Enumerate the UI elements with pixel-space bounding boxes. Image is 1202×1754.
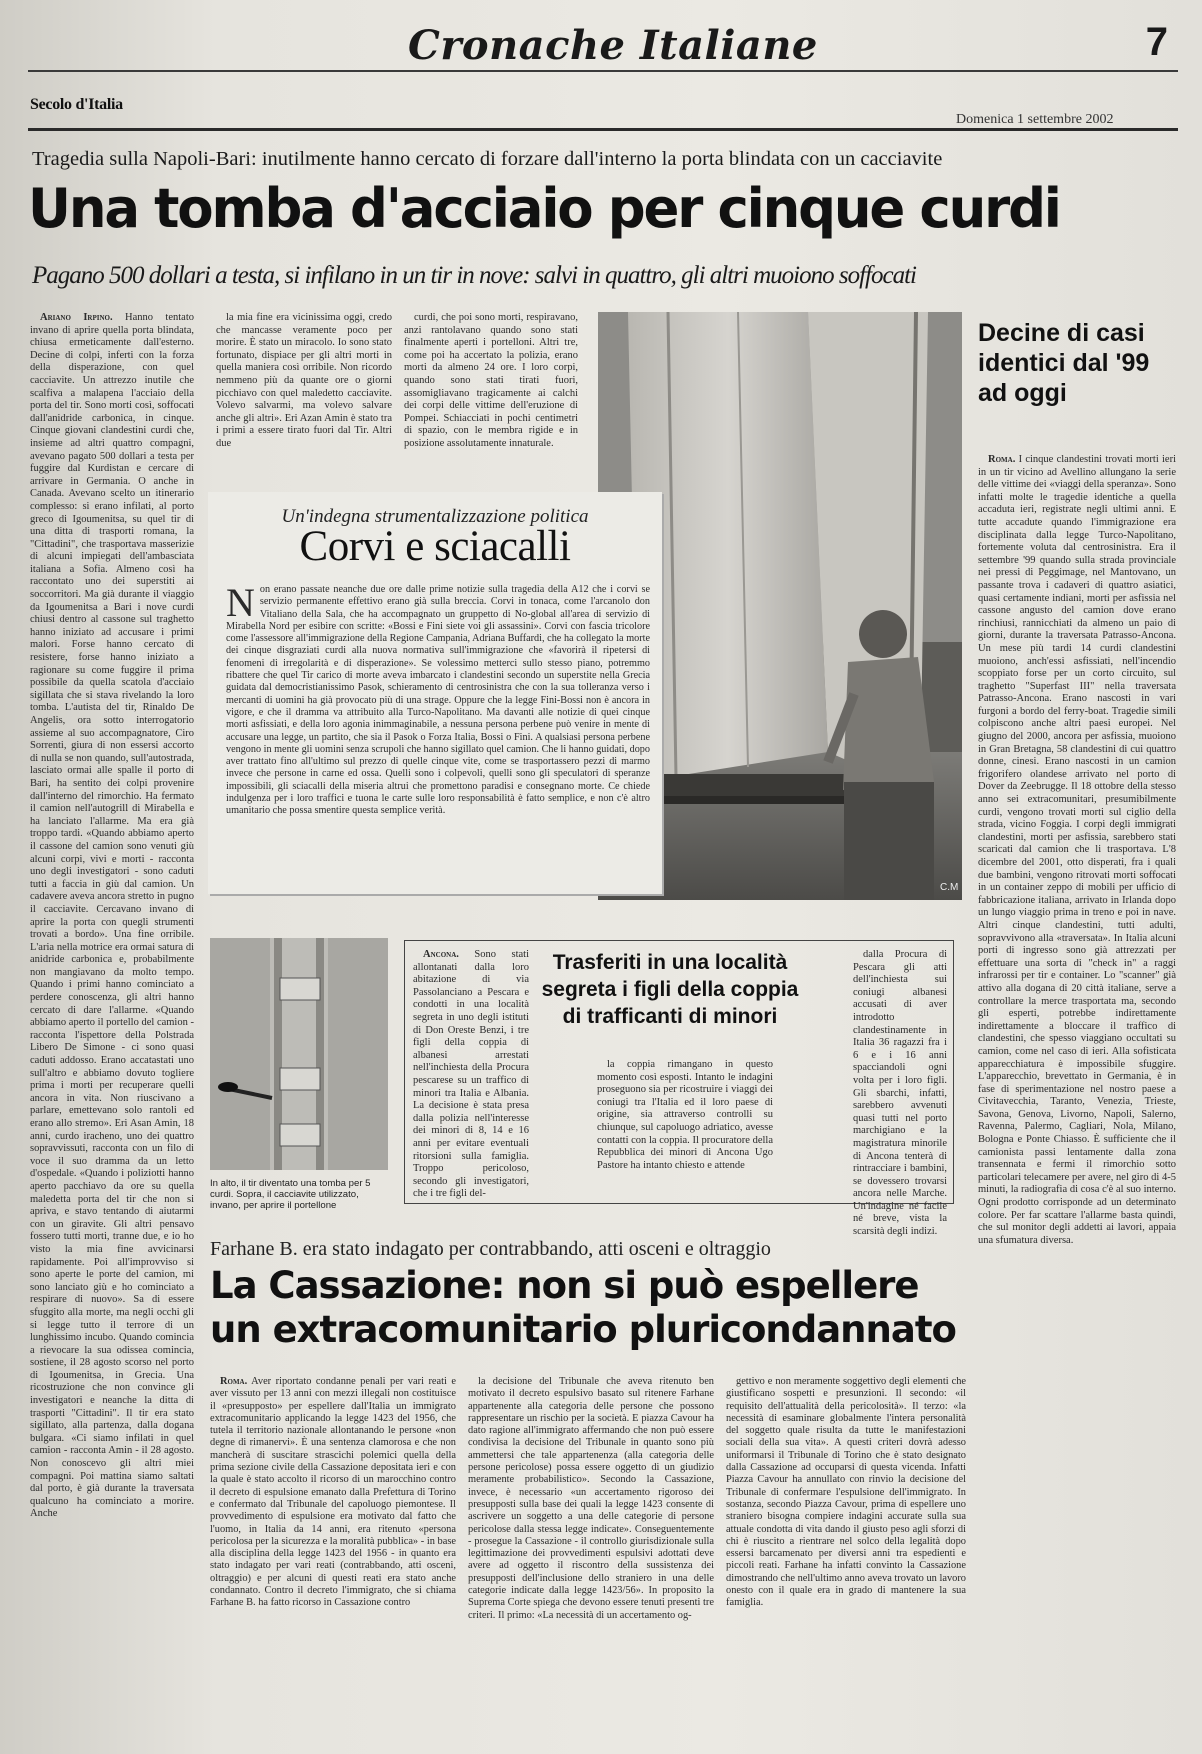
section-logo-line: [28, 70, 1178, 72]
cassazione-col1-text: Aver riportato condanne penali per vari reati e aver vissuto per 13 anni con mezzi illegali non costituisce il «presupposto» per espellere dall'Italia un immigrato extracomunitario applicando la legge 1423 del 1956, che tutela il territorio nazionale allontanando le persone «non degne di rimanervi». È una sentenza clamorosa e che non mancherà di suscitare strascichi polemici quella della prima sezione civile della Cassazione depositata ieri e con la quale è stato accolto il ricorso di un marocchino contro il decreto di espulsione emanato dalla Prefettura di Torino e confermato dal Tribunale del capoluogo piemontese. Il provvedimento di espulsione era motivato dal fatto che l'uomo, in Italia da 14 anni, era ritenuto «persona pericolosa per la sicurezza e la moralità pubblica» - in base alla disciplina della legge 1423 del 1956 - in quanto era stato indagato per vari reati (contrabbando, atti osceni, oltraggio) e per alcuni di questi reati era stato anche condannato. Contro il decreto l'immigrato, che si chiama Farhane B. ha fatto ricorso in Cassazione contro: [210, 1376, 457, 1609]
editorial-dropcap: N: [226, 580, 255, 625]
minors-col1: [413, 949, 529, 1200]
main-col3-text: curdi, che poi sono morti, respiravano, anzi rantolavano quando sono stati finalmente aperti i portelloni. Altri tre, come poi ha accertato la polizia, erano morti da almeno 24 ore. I loro corpi, quando sono stati tirati fuori, assomigliavano tragicamente ai calchi dei corpi delle vittime dell'eruzione di Pompei. Schiacciati in pochi centimetri di spazio, con le membra rigide e in posizione assolutamente innaturale.: [404, 312, 578, 449]
cassazione-dateline: Roma.: [220, 1376, 248, 1387]
minors-headline: Trasferiti in una località segreta i figli della coppia di trafficanti di minori: [541, 951, 799, 1028]
photo-credit: C.M: [940, 882, 959, 893]
main-headline: Una tomba d'acciaio per cinque curdi: [28, 177, 1060, 240]
hinge-photo: [210, 938, 388, 1170]
editorial-body: [226, 580, 650, 880]
minors-col3: [853, 949, 947, 1238]
issue-date: Domenica 1 settembre 2002: [956, 112, 1114, 127]
section-title: Cronache Italiane: [408, 22, 818, 69]
paper-name: Secolo d'Italia: [30, 96, 123, 113]
minors-story-box: [404, 940, 954, 1238]
cassazione-col1: [210, 1376, 456, 1732]
editorial-kicker: Un'indegna strumentalizzazione politica: [281, 506, 589, 527]
cassazione-col3-text: gettivo e non meramente soggettivo degli elementi che giustificano sospetti e presunzioni. Il secondo: «il requisito dell'attualità della pericolosità». Il terzo: «la necessità di esaminare globalmente l'intera personalità del soggetto quale risulta da tutte le manifestazioni sociali della sua vita». A questi criteri dovrà adesso uniformarsi il Tribunale di Torino che è stato designato dalla Cassazione ad occuparsi di questa vicenda. Infatti Piazza Cavour ha annullato con rinvio la decisione del Tribunale di confermare l'espulsione dell'immigrato. In sostanza, secondo Piazza Cavour, prima di espellere uno straniero bisogna compiere indagini accurate sulla sua attuale condotta di vita dando il giusto peso agli sforzi di chi è riuscito a rientrare nel solco della legalità dopo essersi barcamenato per diversi anni tra espedienti e piccoli reati. Farhane ha infatti convinto la Cassazione dimostrando che nell'ultimo anno aveva trovato un lavoro onesto con il quale era in grado di mantenere la sua famiglia.: [726, 1376, 966, 1609]
minors-col2-text: la coppia rimangano in questo momento così esposti. Intanto le indagini proseguono sia per ricostruire i viaggi dei coniugi tra l'Italia ed il loro paese di origine, sia attraverso controlli su chiunque, sul capoluogo adriatico, avesse contatti con la coppia. Il procuratore della Repubblica dei minori di Ancona Ugo Pastore ha intanto chiesto e attende: [597, 1059, 773, 1171]
cassazione-col3: [726, 1376, 966, 1732]
sidebar-dateline: Roma.: [988, 454, 1016, 465]
main-col2-text: la mia fine era vicinissima oggi, credo che mancasse veramente poco per morire. È stato un miracolo. Io sono stato fortunato, dispiace per gli altri morti in quella maniera così orribile. Non ricordo nemmeno più da quante ore o giorni picchiavo con quel maledetto cacciavite. Volevo salvarmi, ma volevo salvare anche gli altri». Eri Azan Amin è stato tra i primi a essere tirato fuori dal Tir. Altri due: [216, 312, 392, 449]
editorial-headline: Corvi e sciacalli: [299, 523, 571, 570]
main-col1-text: Hanno tentato invano di aprire quella porta blindata, chiusa ermeticamente dall'esterno. Decine di colpi, inferti con la forza della disperazione, con quel cacciavite. Un attrezzo inutile che scalfiva a malapena l'acciaio della porta del tir. Sono morti così, soffocati dall'anidride carbonica, in cinque. Cinque giovani clandestini curdi che, insieme ad altri quattro compagni, avevano pagato 500 dollari a testa per fuggire dal Kurdistan e cercare di arrivare in Germania. O anche in Canada. Avevano scelto un itinerario complesso: si erano infilati, al porto greco di Igoumenitsa, su quel tir di una ditta di trasporti romana, la "Cittadini", che trasportava masserizie di alcuni impiegati dell'ambasciata italiana a Sofia. Almeno così ha raccontato uno dei superstiti ai soccorritori. Ma già durante il viaggio da Igoumenitsa a Bari i nove curdi chiusi dentro al cassone sul traghetto hanno iniziato ad accusare i primi malori. Forse hanno cercato di resistere, forse hanno iniziato a ragionare su come fuggire il prima possibile da quella scatola d'acciaio sigillata che si stava rivelando la loro tomba. L'autista del tir, Rinaldo De Angelis, ora sotto interrogatorio assieme al suo accompagnatore, Ciro Sorrenti, giura di non essersi accorto di nulla se non quando, sull'autostrada, lasciato ormai alle spalle il porto di Bari, ha sentito dei colpi provenire dall'interno del rimorchio. Ha fermato il camion nell'autogrill di Mirabella e ha lanciato l'allarme. Ma era già troppo tardi. «Quando abbiamo aperto il cassone del camion sono venuti giù alcuni corpi, vivi e morti - racconta uno degli investigatori - sono caduti tutti a faccia in giù dal camion. Un cadavere aveva ancora stretto in pugno il cacciavite. Cercavano invano di aprire la porta con quegli strumenti trovati a bordo». Una fine orribile. L'aria nella motrice era ormai satura di anidride carbonica e, probabilmente non mangiavano da molto tempo. Quando i primi hanno cominciato a perdere conoscenza, gli altri hanno cercato di dare l'allarme. «Quando abbiamo aperto il portello del camion - racconta l'ispettore della Polstrada Libero De Simone - ci sono quasi caduti addosso. Erano accatastati uno sull'altro e abbiamo dovuto togliere prima i morti per recuperare quelli ancora in vita. Non riuscivano a parlare, emettevano solo rantoli ed erano allo stremo». Eri Asan Amin, 18 anni, curdo iracheno, uno dei quattro sopravvissuti, racconta con un filo di voce il suo dramma da un letto d'ospedale. «Quando i poliziotti hanno aperto pacchiavo da ore su quella maledetta porta del tir che non si apriva, e stavo tentando di aiutarmi con un giravite. Gli altri pensavo fossero tutti morti, tranne due, e io ho visto la mia fine avvicinarsi rapidamente. Poi all'improvviso si sono aperte le porte del camion, mi sono lanciato giù e ho cominciato a respirare di nuovo». Sa di essere sfuggito alla morte, ma negli occhi gli si legge tutto il terrore di un lunghissimo incubo. Quando comincia a rievocare la sua odissea comincia, sostiene, il 28 agosto scorso nel porto di Igoumenitsa, in Grecia. Una ricostruzione che non convince gli investigatori e neanche la ditta di trasporti "Cittadini". Il tir era stato sigillato, alla partenza, dalla dogana bulgara. «Ci siamo infilati in quel camion - racconta Amin - il 28 agosto. Non conoscevo gli altri miei compagni. Poi mattina siamo saltati dal porto, è già durante la traversata qualcuno ha cominciato a morire. Anche: [30, 312, 195, 1520]
main-dateline: Ariano Irpino.: [40, 312, 113, 323]
main-subhead: Pagano 500 dollari a testa, si infilano in un tir in nove: salvi in quattro, gli altri muoiono soffocati: [32, 262, 916, 289]
main-story-col2: [216, 312, 392, 460]
masthead-rule: [28, 128, 1178, 131]
sidebar-headline: Decine di casi identici dal '99 ad oggi: [978, 319, 1150, 407]
editorial-box: [208, 492, 662, 894]
cassazione-col2: [468, 1376, 714, 1732]
sidebar-body: [978, 454, 1176, 1726]
cassazione-kicker: Farhane B. era stato indagato per contrabbando, atti osceni e oltraggio: [210, 1238, 771, 1260]
main-story-col3: [404, 312, 578, 472]
minors-col2: [597, 1059, 773, 1197]
cassazione-col2-text: la decisione del Tribunale che aveva ritenuto ben motivato il decreto espulsivo basato sul ritenere Farhane appartenente alla categoria delle persone che possono rappresentare un rischio per la società. E piazza Cavour ha dato ragione all'immigrato affermando che non può essere condivisa la decisione del Tribunale in quanto sono più ammettersi che tale appartenenza (alla categoria delle persone pericolose) possa essere oggetto di un giudizio meramente probabilistico». Secondo la Cassazione, invece, è necessario «un accertamento rigoroso dei presupposti sulla base dei quali la legge 1423 consente di ascrivere un soggetto a una delle categorie di persone pericolose dalla stessa legge indicate». Conseguentemente - prosegue la Cassazione - il controllo giurisdizionale sulla legittimazione dei provvedimenti espulsivi adottati deve avere ad oggetto il riscontro della sussistenza dei presupposti dell'inclusione dello straniero in una delle categorie indicate dalla legge 1423/56». In proposito la Suprema Corte spiega che devono essere tenuti presenti tre criteri. Il primo: «La necessità di un accertamento og-: [468, 1376, 714, 1621]
sidebar-text: I cinque clandestini trovati morti ieri in un tir vicino ad Avellino allungano la serie delle vittime dei «viaggi della speranza». Sono infatti molte le tragedie identiche a quella accaduta ieri, registrate negli ultimi anni. E tutte accadute quando l'immigrazione era disciplinata dalla legge Turco-Napolitano, fortemente voluta dal centrosinistra. Era il settembre '99 quando sulla strada provinciale nei pressi di Peggimage, nel Mantovano, un passante trova i cadaveri di quattro asiatici, quasi certamente indiani, morti per asfissia nel cassone angusto del camion dove erano rinchiusi, rannicchiati da almeno un paio di giorni, durante la traversata Patrasso-Ancona. Un mese più tardi 14 curdi clandestini muoiono, anch'essi asfissiati, nell'incendio scoppiato forse per un corto circuito, sul traghetto "Superfast III" nella traversata Patrasso-Ancona. Erano nascosti in vari furgoni a bordo del ferry-boat. Tragedie simili colpiscono anche altri paesi europei. Nel giugno del 2000, ancora per asfissia, muoiono in Gran Bretagna, 58 clandestini di cui quattro donne, cinesi. Erano nascosti in un camion frigorifero olandese arrivato nel porto di Dover da Zeebrugge. Il 18 ottobre della stesso anno sei extracomunitari, presumibilmente curdi, vengono trovati morti sul ciglio della strada, vicino Foggia. I corpi degli immigrati clandestini, morti per asfissia, sarebbero stati scaricati dal camion che li trasportava. L'8 dicembre del 2001, otto disperati, fra i quali due bambini, vengono ritrovati morti soffocati in un container zeppo di mobili per ufficio di fabbricazione italiana, arrivato in Irlanda dopo un lungo viaggio prima in treno e poi in nave. Altri cinque clandestini, tutti adulti, sopravvivono alla «traversata». In Italia alcuni porti di ingresso sono già attrezzati per effettuare una sorta di "check in" a raggi infrarossi per tir e container. Lo "scanner" già attivo alla dogana di 20 città italiane, serve a controllare la merce trasportata ma, secondo gli esperti, potrebbe indirettamente indirettamente a bloccare il traffico di clandestini, che spesso viaggiano occultati su camion, come nel caso di ieri. Alla sofisticata apparecchiatura è impossibile sfuggire. L'apparecchio, brevettato in Germania, è in fase di sperimentazione nel nostro paese a Civitavecchia, Taranto, Venezia, Trieste, Savona, Genova, Livorno, Napoli, Salerno, Ravenna, Palermo, Cagliari, Nola, Milano, Bologna e Ponte Chiasso. È sufficiente che il camionista passi lentamente dalla zona transennata e fermi il rimorchio sotto particolari telecamere per avere, nel giro di 4-5 minuti, la radiografia di cosa c'è al suo interno. Ogni prodotto corrisponde ad un determinato colore. Per far scattare l'allarme basta quindi, che sul monitor degli addetti ai lavori, appaia una sfumatura diversa.: [978, 454, 1177, 1246]
minors-dateline: Ancona.: [423, 949, 459, 960]
hinge-photo-caption: In alto, il tir diventato una tomba per 5 curdi. Sopra, il cacciavite utilizzato, invano, per aprire il portellone: [210, 1178, 371, 1211]
minors-col1-text: Sono stati allontanati dalla loro abitazione di via Passolanciano a Pescara e condotti in una località segreta in uno degli istituti di Don Oreste Benzi, i tre figli della coppia di albanesi arrestati nell'inchiesta della Procura pescarese su un traffico di minori tra Italia e Albania. La decisione è stata presa dalla polizia nell'interesse dei minori di 8, 14 e 16 anni per evitare eventuali ritorsioni sulla famiglia. Troppo pericoloso, secondo gli investigatori, che i tre figli del-: [413, 949, 529, 1200]
page-number: 7: [1145, 20, 1168, 64]
section-logo-bar: [28, 20, 1178, 80]
main-kicker: Tragedia sulla Napoli-Bari: inutilmente hanno cercato di forzare dall'interno la porta blindata con un cacciavite: [32, 148, 943, 170]
minors-col3-text: dalla Procura di Pescara gli atti dell'inchiesta sui coniugi albanesi accusati di aver introdotto clandestinamente in Italia 36 ragazzi fra i 6 e i 16 anni spacciandoli ogni volta per i loro figli. Gli sbarchi, infatti, sarebbero avvenuti quasi tutti nel porto marchigiano e la magistratura minorile di Ancona tenterà di rintracciare i bambini, se dovessero trovarsi ancora nelle Marche. Un'indagine né facile né breve, vista la scarsità degli indizi.: [853, 949, 947, 1238]
main-story-col1: [30, 312, 194, 1614]
editorial-text: on erano passate neanche due ore dalle prime notizie sulla tragedia della A12 che i corvi se servizio permanente effettivo erano già sulla breccia. Corvi in tonaca, come l'arcanolo don Vitaliano della Sala, che ha accompagnato un gruppetto di No-global all'area di servizio di Mirabella Nord per esibire con scritte: «Bossi e Fini siete voi gli assassini». Corvi con fascia tricolore come l'assessore all'immigrazione della Regione Campania, Adriana Buffardi, che ha collegato la morte dei cinque disgraziati curdi alla nuova normativa sull'immigrazione che «favorirà il ripetersi di fenomeni di irregolarità e di disperazione». Se volessimo metterci sullo stesso piano, potremmo ribattere che quel Tir carico di morte aveva imbarcato i clandestini secondo un superstite nella Grecia guidata dal democristianissimo Pasok, schieramento di centrosinistra che con la sua tolleranza verso i mercanti di uomini ha già provocato più di una strage. Oppure che la legge Fini-Bossi non è ancora in vigore, e che il dramma va attribuito alla Turco-Napolitano. Ma davanti alle notizie di quei cinque morti asfissiati, e della loro agonia inimmaginabile, a nessuna persona perbene può venire in mente di accusare una legge, un partito, che sia il Pasok o Forza Italia, Bossi o Fini. A qualsiasi persona perbene vengono in mente gli uomini senza scrupoli che hanno sigillato quel camion. Che li hanno guidati, dopo aver trattato fino all'ultimo sul prezzo di quelle cinque vite, come se trasportassero pezzi di marmo invece che persone in carne ed ossa. Quelli sono i colpevoli, quelli sono gli speculatori di speranze impossibili, gli sciacalli della miseria altrui che promettono paradisi e consegnano morte. Ce chiede indulgenza per i loro traffici e tuona le carte sulle loro responsabilità è fatto semplice, e non c'è altro umanitario che possa smentire questa semplice verità.: [226, 584, 650, 817]
cassazione-headline: La Cassazione: non si può espellere un extracomunitario pluricondannato: [210, 1264, 956, 1351]
hinge-photo-image: [210, 938, 388, 1170]
